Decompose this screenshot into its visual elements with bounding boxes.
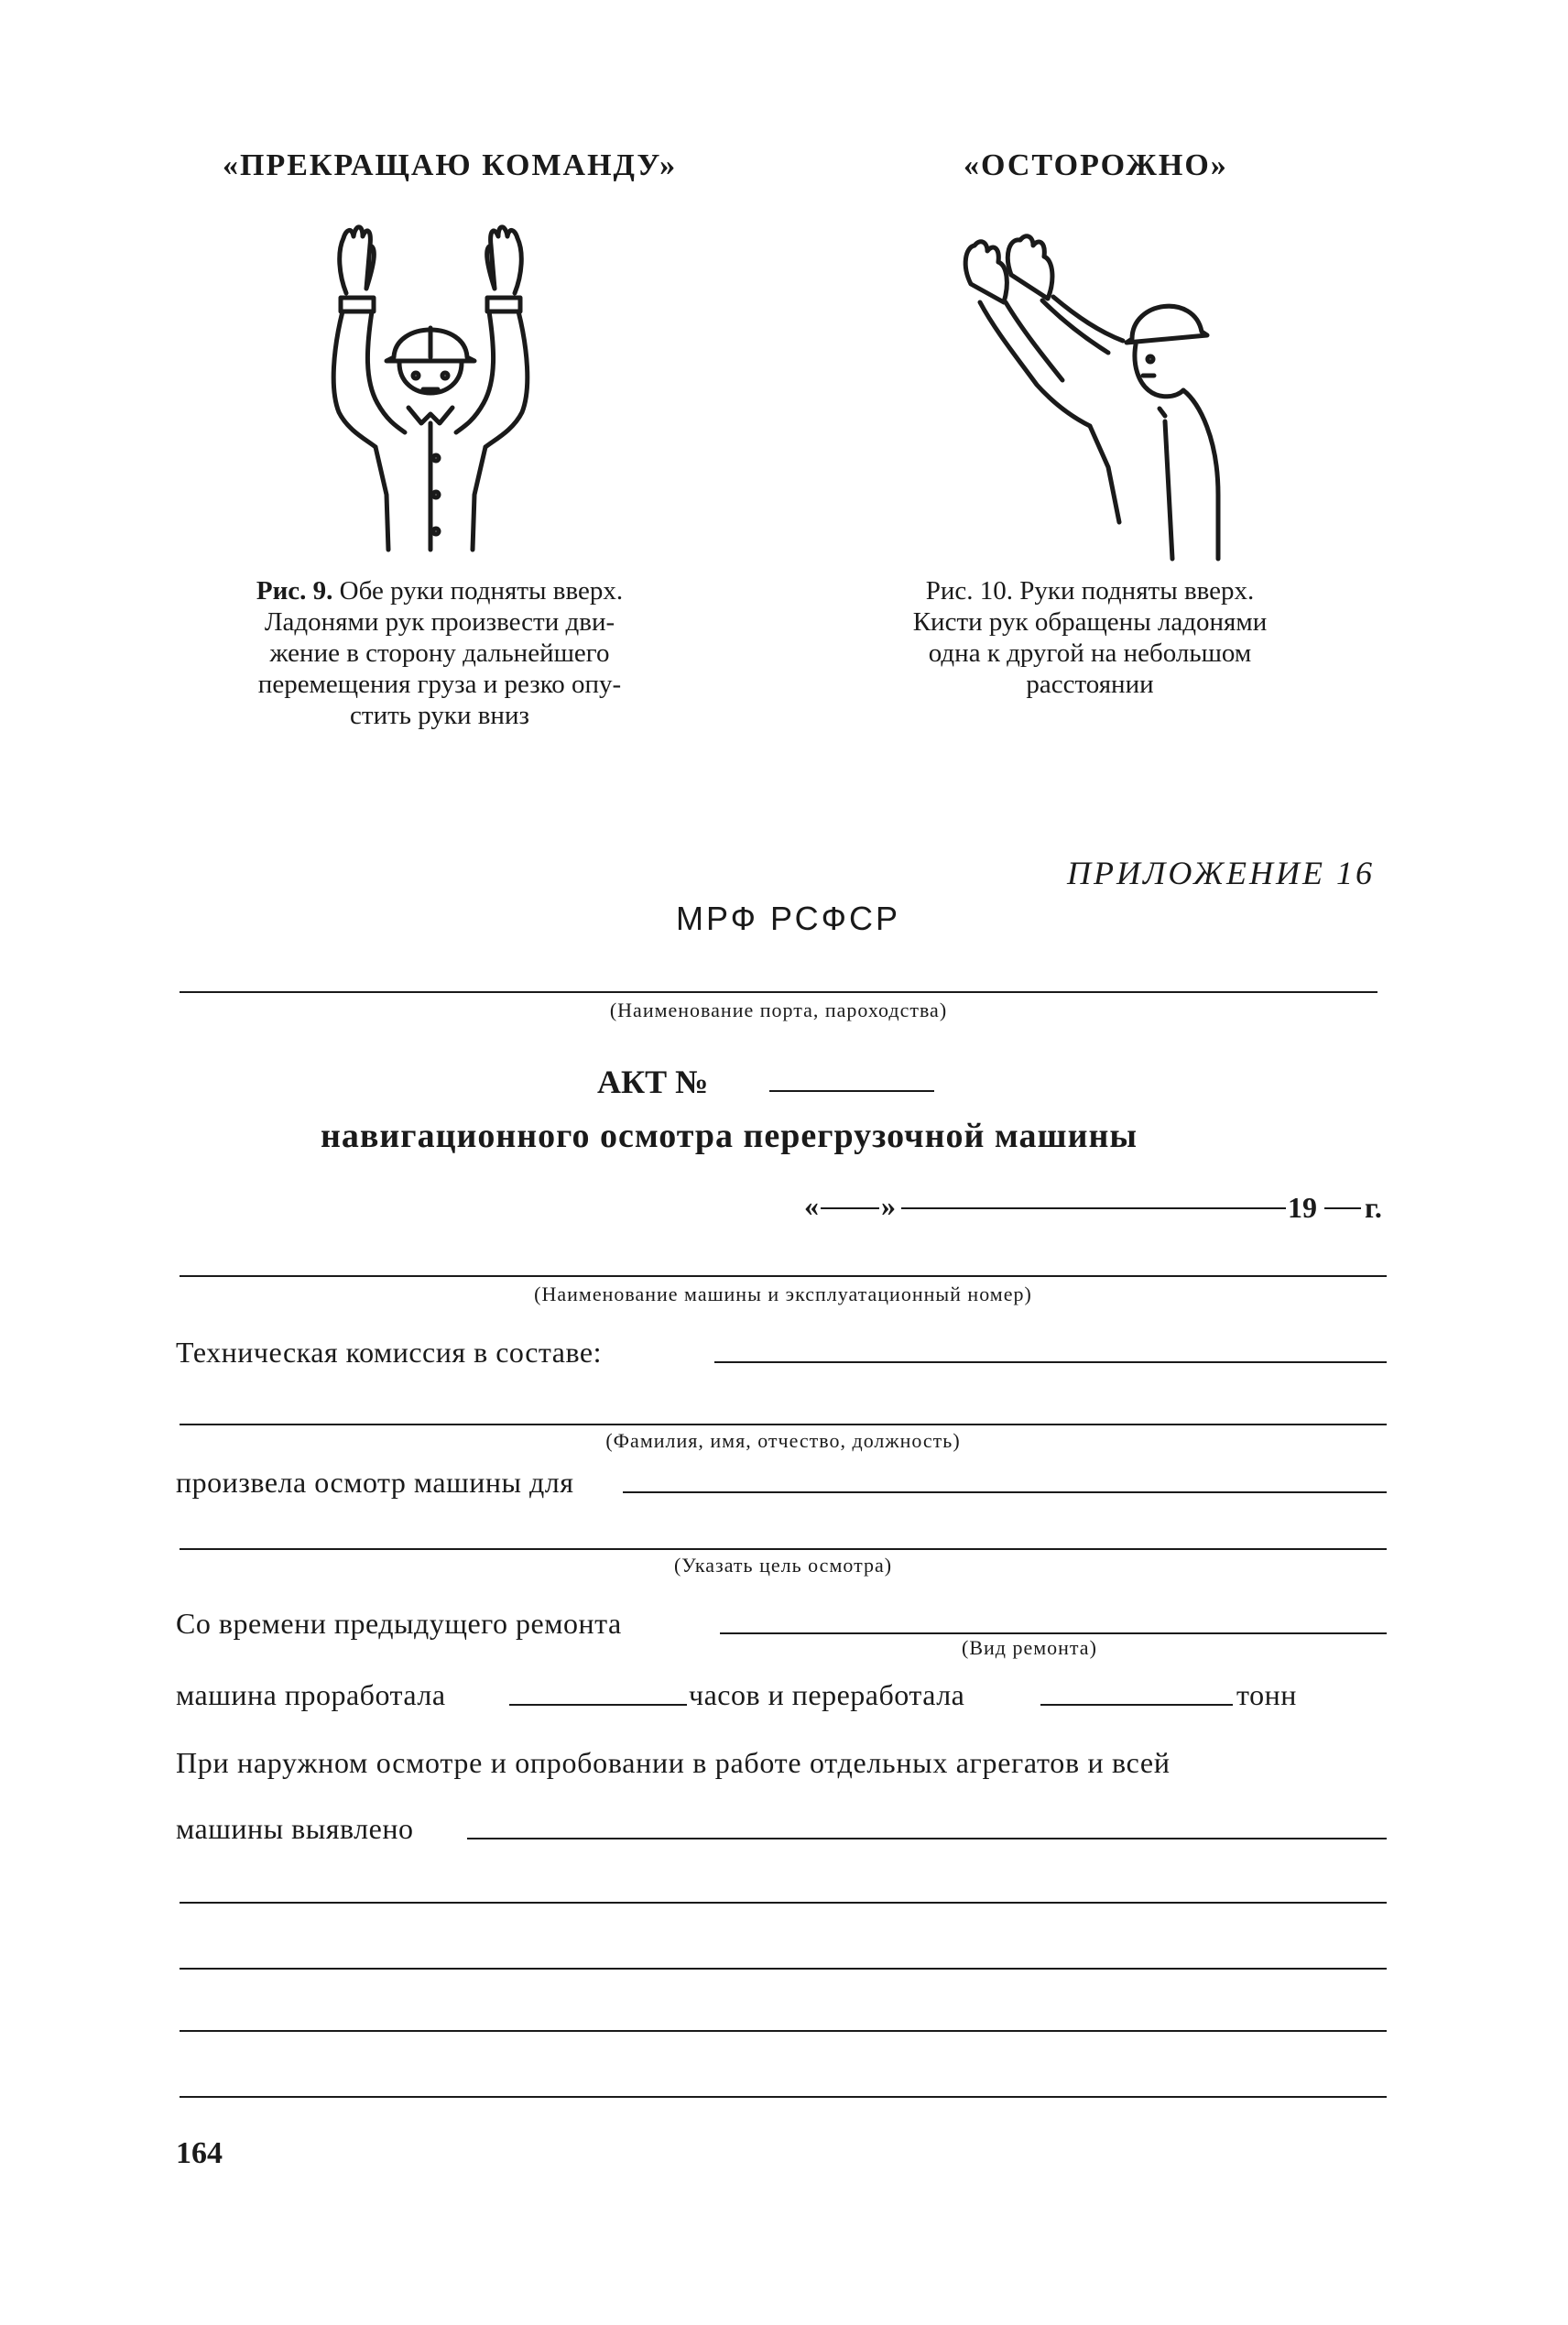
caption-line: Обе руки подняты вверх. — [332, 576, 624, 606]
caption-line: одна к другой на небольшом — [928, 639, 1252, 668]
figure-10-illustration — [953, 229, 1227, 559]
caption-line: Ладонями рук произвести дви- — [264, 607, 615, 637]
figure-9-illustration — [321, 220, 540, 550]
date-open-quote: « — [804, 1189, 819, 1222]
act-number-line[interactable] — [769, 1090, 934, 1092]
caption-line: жение в сторону дальнейшего — [269, 639, 610, 668]
worked-text: машина проработала — [176, 1678, 446, 1711]
date-close-quote: » — [881, 1189, 896, 1222]
repair-type-label: (Вид ремонта) — [962, 1636, 1097, 1659]
caption-line: расстоянии — [1026, 670, 1154, 699]
commission-text: Техническая комиссия в составе: — [176, 1336, 602, 1369]
revealed-text: машины выявлено — [176, 1812, 414, 1845]
ministry-heading: МРФ РСФСР — [676, 900, 900, 937]
caption-line: Кисти рук обращены ладонями — [912, 607, 1268, 637]
helmet — [1127, 306, 1207, 343]
caption-line: Руки подняты вверх. — [1013, 576, 1255, 606]
figure-9-caption — [174, 575, 705, 731]
hours-line[interactable] — [509, 1704, 687, 1706]
inspection-line[interactable] — [623, 1491, 1387, 1493]
right-hand — [487, 227, 522, 293]
blank-line-2[interactable] — [180, 1968, 1387, 1970]
caption-line: перемещения груза и резко опу- — [257, 670, 622, 699]
commission-line[interactable] — [714, 1361, 1387, 1363]
figure-9-title: «ПРЕКРАЩАЮ КОМАНДУ» — [223, 148, 678, 182]
act-title — [597, 1063, 708, 1101]
date-year-line[interactable] — [1324, 1207, 1361, 1209]
machine-line[interactable] — [180, 1275, 1387, 1277]
caption-line: стить руки вниз — [350, 701, 529, 730]
act-title-text: АКТ № — [597, 1064, 709, 1100]
hours-text: часов и переработала — [689, 1678, 965, 1711]
appendix-heading: ПРИЛОЖЕНИЕ 16 — [1067, 855, 1375, 891]
page-number: 164 — [176, 2136, 223, 2170]
blank-line-1[interactable] — [180, 1902, 1387, 1904]
date-day-line[interactable] — [821, 1207, 879, 1209]
blank-line-4[interactable] — [180, 2096, 1387, 2098]
date-year: 19 — [1288, 1191, 1317, 1224]
tons-text: тонн — [1236, 1678, 1297, 1711]
revealed-line[interactable] — [467, 1838, 1387, 1839]
port-label: (Наименование порта, пароходства) — [609, 999, 948, 1021]
since-repair-text: Со времени предыдущего ремонта — [176, 1607, 622, 1640]
left-hand — [965, 242, 1007, 302]
inspection-text: произвела осмотр машины для — [176, 1466, 574, 1499]
since-repair-line[interactable] — [720, 1632, 1387, 1634]
purpose-label: (Указать цель осмотра) — [673, 1554, 893, 1577]
date-month-line[interactable] — [901, 1207, 1286, 1209]
figure-10-title: «ОСТОРОЖНО» — [964, 148, 1228, 182]
figure-10-label: Рис. 10. — [925, 576, 1013, 606]
figure-9-label: Рис. 9. — [256, 576, 333, 606]
fio-line[interactable] — [180, 1424, 1387, 1425]
port-line[interactable] — [180, 991, 1377, 993]
fio-label: (Фамилия, имя, отчество, должность) — [605, 1429, 961, 1452]
external-text: При наружном осмотре и опробовании в работе отдельных агрегатов и всей — [176, 1746, 1171, 1779]
left-hand — [340, 227, 375, 293]
right-hand — [1007, 236, 1052, 299]
blank-line-3[interactable] — [180, 2030, 1387, 2032]
machine-label: (Наименование машины и эксплуатационный номер) — [534, 1283, 1032, 1305]
purpose-line[interactable] — [180, 1548, 1387, 1550]
figure-10-caption — [824, 575, 1356, 700]
tons-line[interactable] — [1040, 1704, 1233, 1706]
date-suffix: г. — [1365, 1191, 1382, 1224]
act-subtitle: навигационного осмотра перегрузочной машины — [321, 1117, 1138, 1155]
